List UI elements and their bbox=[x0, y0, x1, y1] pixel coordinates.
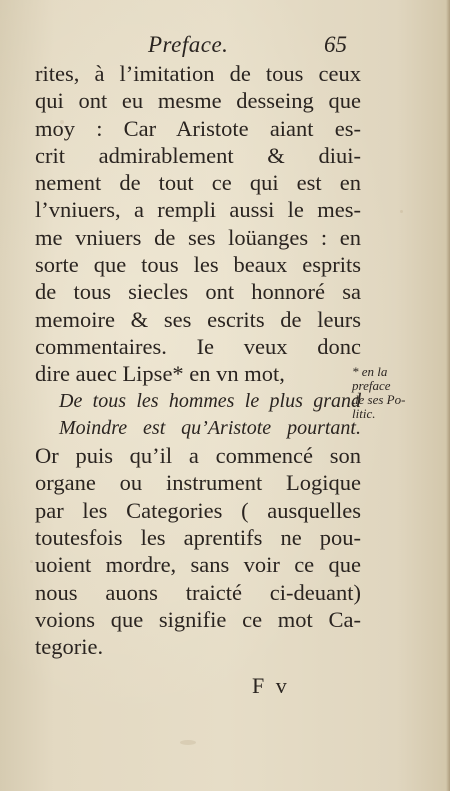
page-number: 65 bbox=[324, 32, 347, 57]
paper-spot bbox=[400, 210, 403, 213]
signature-mark: F v bbox=[252, 673, 290, 698]
text-line: nous auons traicté ci-deuant) bbox=[35, 579, 361, 605]
marginal-note-line: preface bbox=[352, 378, 391, 393]
text-line: memoire & ses escrits de leurs bbox=[35, 306, 361, 332]
body-text bbox=[35, 60, 365, 661]
text-line: toutesfois les aprentifs ne pou- bbox=[35, 525, 361, 551]
text-line: par les Categories ( ausquelles bbox=[35, 497, 361, 523]
marginal-note-line: litic. bbox=[352, 406, 376, 421]
text-line: l’vniuers, a rempli aussi le mes- bbox=[35, 197, 361, 223]
quoted-verse-line: De tous les hommes le plus grand bbox=[59, 389, 361, 412]
text-line: me vniuers de ses loüanges : en bbox=[35, 224, 361, 250]
quoted-verse-line: Moindre est qu’Aristote pourtant. bbox=[59, 416, 361, 439]
text-line: sorte que tous les beaux esprits bbox=[35, 252, 361, 278]
text-line: uoient mordre, sans voir ce que bbox=[35, 552, 361, 578]
text-line: crit admirablement & diui- bbox=[35, 142, 361, 168]
text-line: dire auec Lipse* en vn mot, bbox=[35, 361, 285, 387]
page-header bbox=[0, 30, 450, 62]
page-edge-shadow bbox=[446, 0, 450, 791]
text-line: rites, à l’imitation de tous ceux bbox=[35, 61, 361, 86]
paper-spot bbox=[30, 560, 33, 563]
text-line: tegorie. bbox=[35, 634, 104, 660]
text-line: voions que signifie ce mot Ca- bbox=[35, 606, 361, 632]
running-head: Preface. bbox=[148, 32, 229, 57]
marginal-note bbox=[352, 365, 422, 421]
paper-spot bbox=[180, 740, 196, 745]
marginal-note-line: * en la bbox=[352, 364, 388, 379]
text-line: commentaires. Ie veux donc bbox=[35, 333, 361, 359]
text-line: de tous siecles ont honnoré sa bbox=[35, 279, 361, 305]
marginal-note-line: de ses Po- bbox=[352, 392, 406, 407]
text-line: moy : Car Aristote aiant es- bbox=[35, 115, 361, 141]
text-line: Or puis qu’il a commencé son bbox=[35, 443, 361, 469]
text-line: organe ou instrument Logique bbox=[35, 470, 361, 496]
text-line: qui ont eu mesme desseing que bbox=[35, 88, 361, 114]
text-line: nement de tout ce qui est en bbox=[35, 170, 361, 196]
